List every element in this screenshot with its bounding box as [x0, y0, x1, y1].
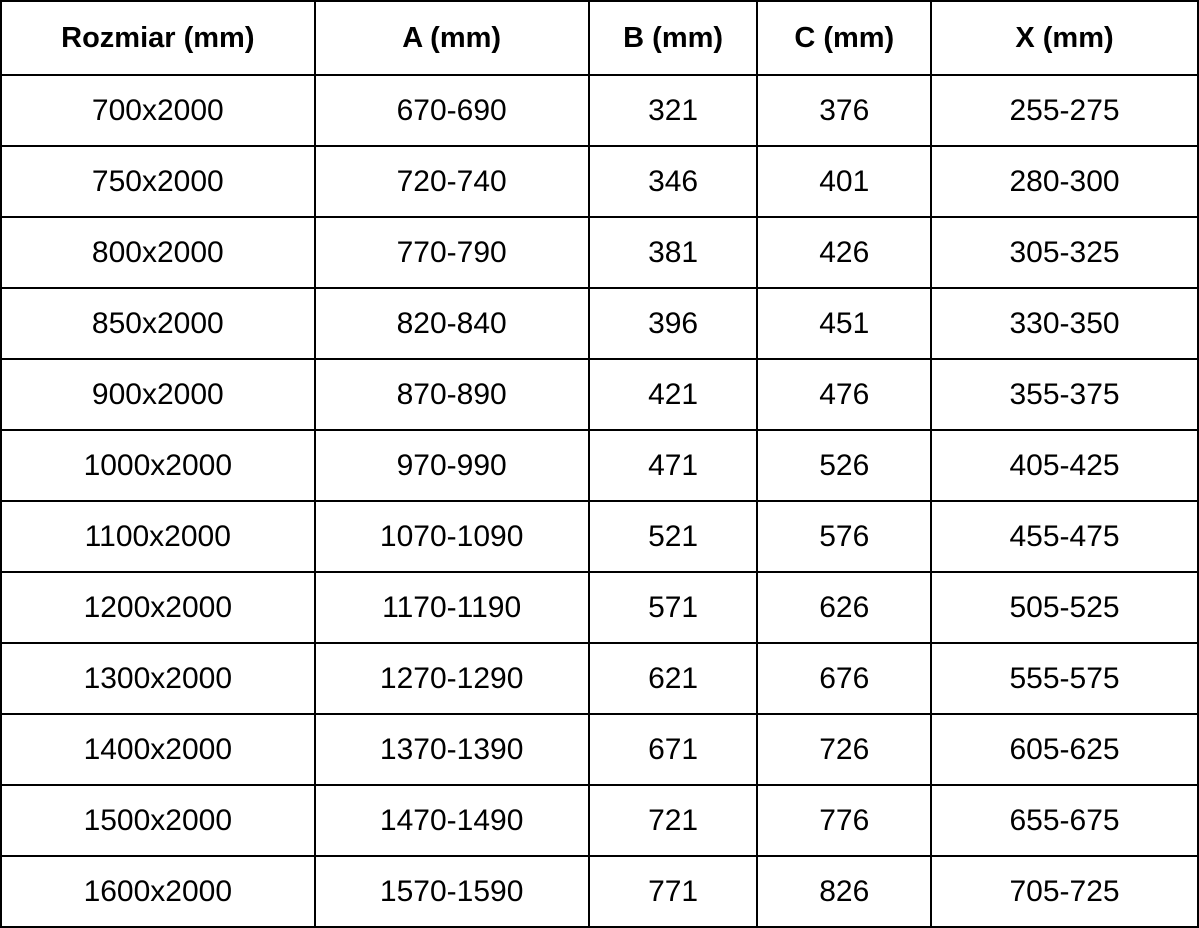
table-row [1, 714, 1198, 785]
cell-rozmiar: 1100x2000 [1, 501, 315, 572]
cell-rozmiar: 750x2000 [1, 146, 315, 217]
cell-b: 321 [589, 75, 758, 146]
cell-c: 376 [757, 75, 931, 146]
cell-a: 670-690 [315, 75, 589, 146]
cell-b: 571 [589, 572, 758, 643]
cell-c: 676 [757, 643, 931, 714]
cell-a: 770-790 [315, 217, 589, 288]
cell-c: 576 [757, 501, 931, 572]
cell-x: 405-425 [931, 430, 1198, 501]
cell-rozmiar: 1300x2000 [1, 643, 315, 714]
header-a: A (mm) [315, 1, 589, 75]
cell-x: 555-575 [931, 643, 1198, 714]
cell-c: 826 [757, 856, 931, 927]
header-c: C (mm) [757, 1, 931, 75]
cell-b: 671 [589, 714, 758, 785]
cell-c: 776 [757, 785, 931, 856]
header-x: X (mm) [931, 1, 1198, 75]
table-header [1, 1, 1198, 75]
cell-c: 401 [757, 146, 931, 217]
table-row [1, 785, 1198, 856]
cell-x: 705-725 [931, 856, 1198, 927]
cell-b: 396 [589, 288, 758, 359]
table-row [1, 75, 1198, 146]
cell-b: 471 [589, 430, 758, 501]
table-row [1, 572, 1198, 643]
cell-b: 771 [589, 856, 758, 927]
cell-rozmiar: 1200x2000 [1, 572, 315, 643]
cell-x: 330-350 [931, 288, 1198, 359]
cell-a: 720-740 [315, 146, 589, 217]
header-row [1, 1, 1198, 75]
cell-a: 820-840 [315, 288, 589, 359]
cell-rozmiar: 900x2000 [1, 359, 315, 430]
table-row [1, 643, 1198, 714]
cell-a: 1270-1290 [315, 643, 589, 714]
table-row [1, 430, 1198, 501]
table-row [1, 359, 1198, 430]
cell-c: 526 [757, 430, 931, 501]
table-row [1, 217, 1198, 288]
cell-b: 421 [589, 359, 758, 430]
table-row [1, 501, 1198, 572]
cell-c: 476 [757, 359, 931, 430]
cell-rozmiar: 850x2000 [1, 288, 315, 359]
cell-x: 455-475 [931, 501, 1198, 572]
cell-a: 1070-1090 [315, 501, 589, 572]
cell-a: 1570-1590 [315, 856, 589, 927]
cell-c: 626 [757, 572, 931, 643]
cell-b: 346 [589, 146, 758, 217]
cell-b: 381 [589, 217, 758, 288]
cell-a: 1170-1190 [315, 572, 589, 643]
cell-x: 655-675 [931, 785, 1198, 856]
cell-c: 426 [757, 217, 931, 288]
cell-rozmiar: 1400x2000 [1, 714, 315, 785]
cell-c: 726 [757, 714, 931, 785]
cell-b: 521 [589, 501, 758, 572]
cell-b: 721 [589, 785, 758, 856]
cell-a: 1470-1490 [315, 785, 589, 856]
cell-a: 870-890 [315, 359, 589, 430]
cell-a: 970-990 [315, 430, 589, 501]
table-row [1, 146, 1198, 217]
cell-x: 355-375 [931, 359, 1198, 430]
cell-x: 255-275 [931, 75, 1198, 146]
cell-c: 451 [757, 288, 931, 359]
cell-rozmiar: 800x2000 [1, 217, 315, 288]
cell-x: 605-625 [931, 714, 1198, 785]
cell-rozmiar: 1000x2000 [1, 430, 315, 501]
cell-a: 1370-1390 [315, 714, 589, 785]
cell-rozmiar: 1600x2000 [1, 856, 315, 927]
table-row [1, 856, 1198, 927]
cell-x: 505-525 [931, 572, 1198, 643]
table-row [1, 288, 1198, 359]
cell-x: 280-300 [931, 146, 1198, 217]
header-rozmiar: Rozmiar (mm) [1, 1, 315, 75]
cell-rozmiar: 700x2000 [1, 75, 315, 146]
cell-x: 305-325 [931, 217, 1198, 288]
header-b: B (mm) [589, 1, 758, 75]
cell-rozmiar: 1500x2000 [1, 785, 315, 856]
cell-b: 621 [589, 643, 758, 714]
table-body [1, 75, 1198, 927]
